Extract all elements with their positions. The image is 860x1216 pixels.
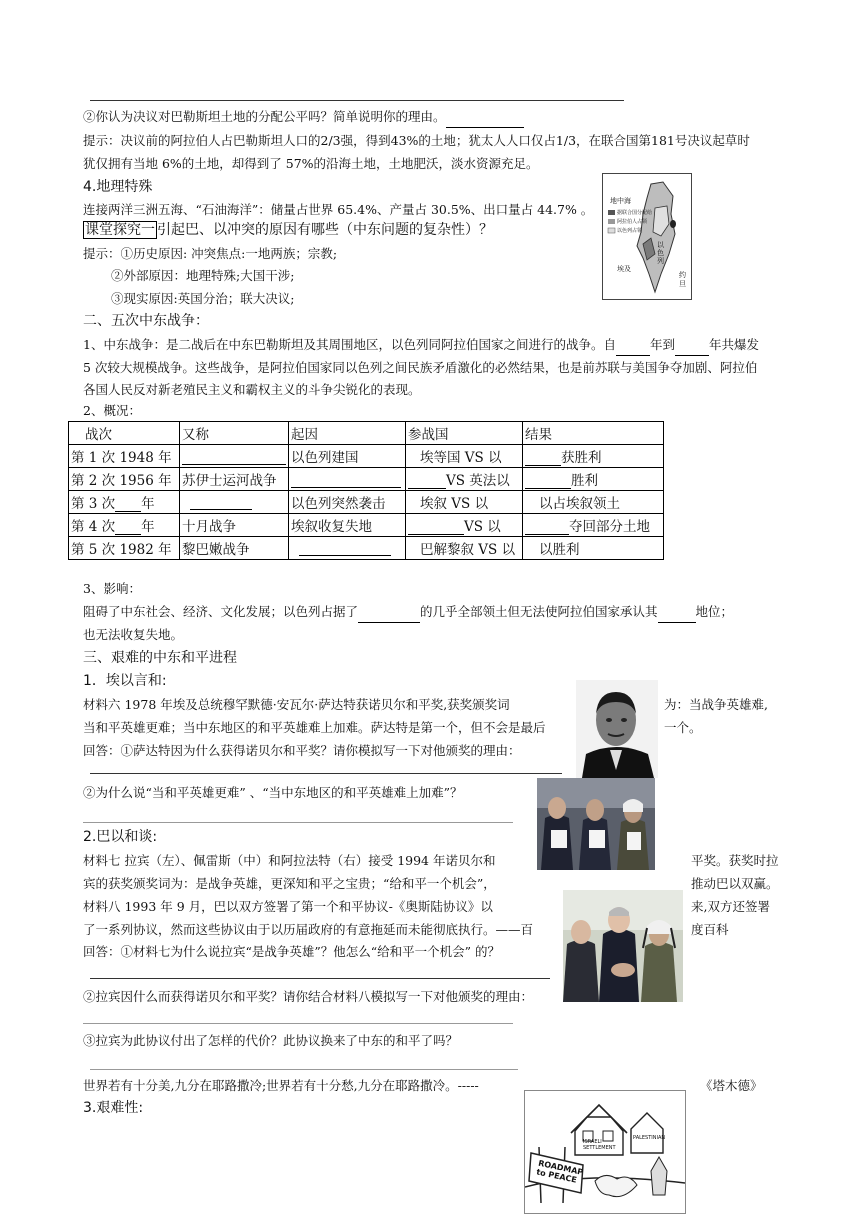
s2-p1-l2: 5 次较大规模战争。这些战争，是阿拉伯国家同以色列之间民族矛盾激化的必然结果，也是前苏联与美国争夺加剧、阿拉伯 (83, 360, 758, 375)
m8-l1b: 来,双方还签署 (691, 899, 770, 914)
cell-war: 第 1 次 1948 年 (69, 445, 180, 468)
nobel-photo-drawing (537, 778, 655, 870)
quote: 世界若有十分美,九分在耶路撒冷;世界若有十分愁,九分在耶路撒冷。----- (83, 1078, 479, 1093)
m7-l1a: 材料七 拉宾（左）、佩雷斯（中）和阿拉法特（右）接受 1994 年诺贝尔和 (83, 853, 496, 868)
quote-source: 《塔木德》 (700, 1078, 763, 1093)
hint-line-2: 犹仅拥有当地 6%的土地，却得到了 57%的沿海土地，土地肥沃，淡水资源充足。 (83, 156, 539, 171)
handshake-photo-drawing (563, 890, 683, 1002)
map-israel-2: 色 (657, 249, 664, 257)
s3-q3: 回答：①材料七为什么说拉宾“是战争英雄”？他怎么“给和平一个机会” 的？ (83, 944, 501, 959)
table-header-row (69, 422, 664, 445)
explore-box: 课堂探究一 (85, 222, 155, 238)
cell-parties: 埃等国 VS 以 (406, 445, 523, 468)
explore-text: 引起巴、以冲突的原因有哪些（中东问题的复杂性）？ (157, 222, 493, 238)
m7-l1b: 平奖。获奖时拉 (691, 853, 779, 868)
answer-line-4 (83, 1023, 513, 1024)
house-label-2: PALESTINIAN (633, 1135, 666, 1141)
th-alias: 又称 (180, 422, 289, 445)
roadmap-cartoon-drawing (525, 1091, 685, 1213)
hint-line-1: 提示：决议前的阿拉伯人占巴勒斯坦人口的2/3强，得到43%的土地；犹太人人口仅占1/3，在联合国第181号决议起草时 (83, 133, 750, 148)
cell-alias: 苏伊士运河战争 (180, 468, 289, 491)
s3-sub1: 1．埃以言和: (83, 673, 167, 689)
th-cause: 起因 (289, 422, 406, 445)
map-jordan-2: 旦 (679, 280, 686, 288)
map-israel-1: 以 (657, 241, 664, 249)
map-legend-1: 据联合国分配给 (617, 210, 653, 216)
m8-l2a: 了一系列协议，然而这些协议由于以历届政府的有意拖延而未能彻底执行。——百 (83, 922, 534, 937)
m6-l2a: 当和平英雄更难；当中东地区的和平英雄难上加难。萨达特是第一个，但不会是最后 (83, 720, 546, 735)
cell-war: 第 5 次 1982 年 (69, 537, 180, 560)
cell-cause (289, 468, 406, 491)
sadat-photo (576, 680, 658, 778)
cell-war: 第 3 次 年 (69, 491, 180, 514)
cell-war: 第 2 次 1956 年 (69, 468, 180, 491)
map-jordan-1: 约 (679, 271, 686, 279)
answer-line-2 (83, 822, 513, 823)
map-legend-2: 阿拉伯人占领 (617, 219, 648, 225)
s2-title: 二、五次中东战争： (83, 313, 209, 329)
m7-l2a: 宾的获奖颁奖词为：是战争英雄，更深知和平之宝贵；“给和平一个机会”， (83, 876, 496, 891)
cell-parties: 巴解黎叙 VS 以 (406, 537, 523, 560)
m8-l1a: 材料八 1993 年 9 月，巴以双方签署了第一个和平协议-《奥斯陆协议》以 (83, 899, 493, 914)
handshake-photo (563, 890, 683, 1002)
table-row (69, 514, 664, 537)
cell-parties: 埃叙 VS 以 (406, 491, 523, 514)
map-drawing (603, 174, 691, 299)
answer-line-5 (90, 1069, 518, 1070)
cell-cause: 以色列突然袭击 (289, 491, 406, 514)
cell-war: 第 4 次 年 (69, 514, 180, 537)
geo-text: 连接两洋三洲五海、“石油海洋”：储量占世界 65.4%、产量占 30.5%、出口量占 44.7% 。 (83, 202, 594, 217)
m6-l2b: 一个。 (664, 720, 702, 735)
cell-alias: 十月战争 (180, 514, 289, 537)
cell-result: 胜利 (523, 468, 664, 491)
m8-l2b: 度百科 (691, 922, 729, 937)
wars-table (68, 421, 664, 560)
nobel-photo (537, 778, 655, 870)
explore-line (83, 219, 493, 241)
cell-cause: 埃叙收复失地 (289, 514, 406, 537)
th-war: 战次 (69, 422, 180, 445)
sadat-portrait (576, 680, 658, 778)
cell-result: 获胜利 (523, 445, 664, 468)
cell-alias (180, 445, 289, 468)
answer-line-1 (90, 773, 562, 774)
s3-title: 三、艰难的中东和平进程 (83, 650, 237, 666)
question-2: ②你认为决议对巴勒斯坦土地的分配公平吗？简单说明你的理由。 (83, 106, 524, 128)
cell-result: 以胜利 (523, 537, 664, 560)
cell-result: 以占埃叙领土 (523, 491, 664, 514)
m6-l1a: 材料六 1978 年埃及总统穆罕默德·安瓦尔·萨达特获诺贝尔和平奖,获奖颁奖词 (83, 697, 510, 712)
s3-q1: 回答：①萨达特因为什么获得诺贝尔和平奖？请你模拟写一下对他颁奖的理由： (83, 743, 521, 758)
table-row (69, 491, 664, 514)
impact-l2: 也无法收复失地。 (83, 627, 184, 642)
s2-overview: 2、概况： (83, 403, 141, 418)
map-israel-3: 列 (657, 257, 664, 265)
palestine-map (602, 173, 692, 300)
th-result: 结果 (523, 422, 664, 445)
map-egypt: 埃及 (617, 265, 631, 273)
cell-alias (180, 491, 289, 514)
map-sea: 地中海 (610, 197, 631, 205)
geo-hint-1: 提示：①历史原因: 冲突焦点:一地两族；宗教; (83, 246, 338, 261)
m7-l2b: 推动巴以双赢。 (691, 876, 779, 891)
cell-cause (289, 537, 406, 560)
geo-title: 4.地理特殊 (83, 179, 153, 195)
map-legend-3: 以色列占领 (617, 228, 643, 234)
cell-parties: VS 英法以 (406, 468, 523, 491)
geo-hint-2: ②外部原因：地理特殊;大国干涉; (111, 268, 295, 283)
answer-line-3 (90, 978, 550, 979)
s3-sub3: 3.艰难性: (83, 1100, 144, 1116)
s3-q5: ③拉宾为此协议付出了怎样的代价？此协议换来了中东的和平了吗？ (83, 1033, 459, 1048)
roadmap-sign: ROADMAP to PEACE (535, 1158, 584, 1185)
roadmap-cartoon (524, 1090, 686, 1214)
table-row (69, 445, 664, 468)
top-rule (90, 100, 624, 101)
s3-q4: ②拉宾因什么而获得诺贝尔和平奖？请你结合材料八模拟写一下对他颁奖的理由： (83, 989, 534, 1004)
cell-cause: 以色列建国 (289, 445, 406, 468)
s2-p1-l3: 各国人民反对新老殖民主义和霸权主义的斗争尖锐化的表现。 (83, 382, 421, 397)
s2-p1-l1: 1、中东战争：是二战后在中东巴勒斯坦及其周围地区，以色列同阿拉伯国家之间进行的战争。自 年到 年共爆发 (83, 334, 759, 356)
s3-q2: ②为什么说“当和平英雄更难” 、“当中东地区的和平英雄难上加难”？ (83, 785, 463, 800)
m6-l1b: 为：当战争英雄难, (664, 697, 768, 712)
table-row (69, 537, 664, 560)
impact-title: 3、影响： (83, 581, 141, 596)
impact-l1: 阻碍了中东社会、经济、文化发展；以色列占据了 的几乎全部领土但无法使阿拉伯国家承认其 地位； (83, 601, 733, 623)
table-row (69, 468, 664, 491)
th-parties: 参战国 (406, 422, 523, 445)
cell-parties: VS 以 (406, 514, 523, 537)
cell-alias: 黎巴嫩战争 (180, 537, 289, 560)
geo-hint-3: ③现实原因:英国分治；联大决议; (111, 291, 295, 306)
cell-result: 夺回部分土地 (523, 514, 664, 537)
house-label-1: ISRAELI SETTLEMENT (583, 1139, 616, 1151)
s3-sub2: 2.巴以和谈: (83, 829, 158, 845)
